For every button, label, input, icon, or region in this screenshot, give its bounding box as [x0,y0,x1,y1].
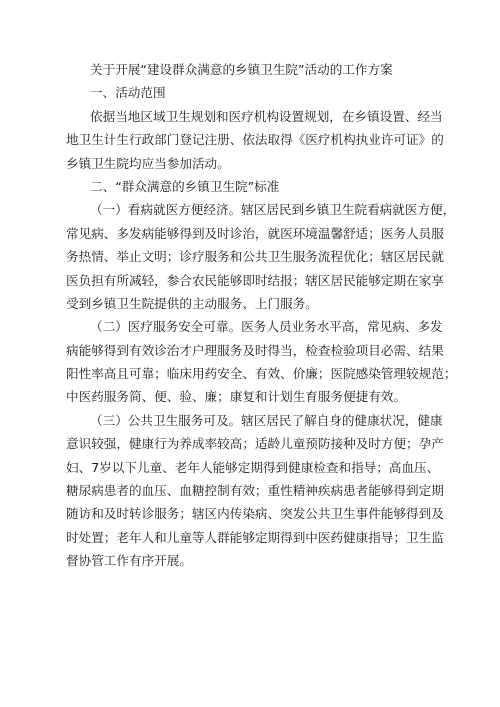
section-heading-standard: 二、“群众满意的乡镇卫生院”标准 [90,178,280,194]
document-title: 关于开展“建设群众满意的乡镇卫生院”活动的工作方案 [90,62,393,77]
paragraph-line: 中医药服务简、便、验、廉；康复和计划生育服务便捷有效。 [66,389,407,405]
paragraph-line: 常见病、多发病能够得到及时诊治，就医环境温馨舒适；医务人员服 [66,225,444,241]
paragraph-line: 阳性率高且可靠；临床用药安全、有效、价廉；医院感染管理较规范； [66,366,457,382]
paragraph-line: 地卫生计生行政部门登记注册、依法取得《医疗机构执业许可证》的 [66,132,444,148]
paragraph-line: 乡镇卫生院均应当参加活动。 [66,155,230,171]
paragraph-line: 依据当地区域卫生规划和医疗机构设置规划，在乡镇设置、经当 [90,108,443,124]
paragraph-line: 务热情、举止文明；诊疗服务和公共卫生服务流程优化；辖区居民就 [66,249,444,265]
paragraph-line: （三）公共卫生服务可及。辖区居民了解自身的健康状况，健康 [90,412,443,428]
document-page [66,58,457,573]
paragraph-line: 医负担有所减轻，参合农民能够即时结报；辖区居民能够定期在家享 [66,272,444,288]
paragraph-line: 妇、7岁以下儿童、老年人能够定期得到健康检查和指导；高血压、 [66,459,440,475]
paragraph-line: 督协管工作有序开展。 [66,553,192,569]
section-heading-scope: 一、活动范围 [90,85,166,101]
paragraph-line: 随访和及时转诊服务；辖区内传染病、突发公共卫生事件能够得到及 [66,506,444,522]
paragraph-line: （二）医疗服务安全可靠。医务人员业务水平高，常见病、多发 [90,319,443,335]
paragraph-line: 病能够得到有效诊治才户理服务及时得当，检查检验项目必需、结果 [66,342,444,358]
paragraph-line: 时处置；老年人和儿童等人群能够定期得到中医药健康指导；卫生监 [66,529,444,545]
paragraph-line: 受到乡镇卫生院提供的主动服务、上门服务。 [66,295,318,311]
paragraph-line: 意识较强，健康行为养成率较高；适龄儿童预防接种及时方便；孕产 [66,436,444,452]
paragraph-line: 糖尿病患者的血压、血糖控制有效；重性精神疾病患者能够得到定期 [66,483,444,499]
paragraph-line: （一）看病就医方便经济。辖区居民到乡镇卫生院看病就医方便， [90,202,456,218]
